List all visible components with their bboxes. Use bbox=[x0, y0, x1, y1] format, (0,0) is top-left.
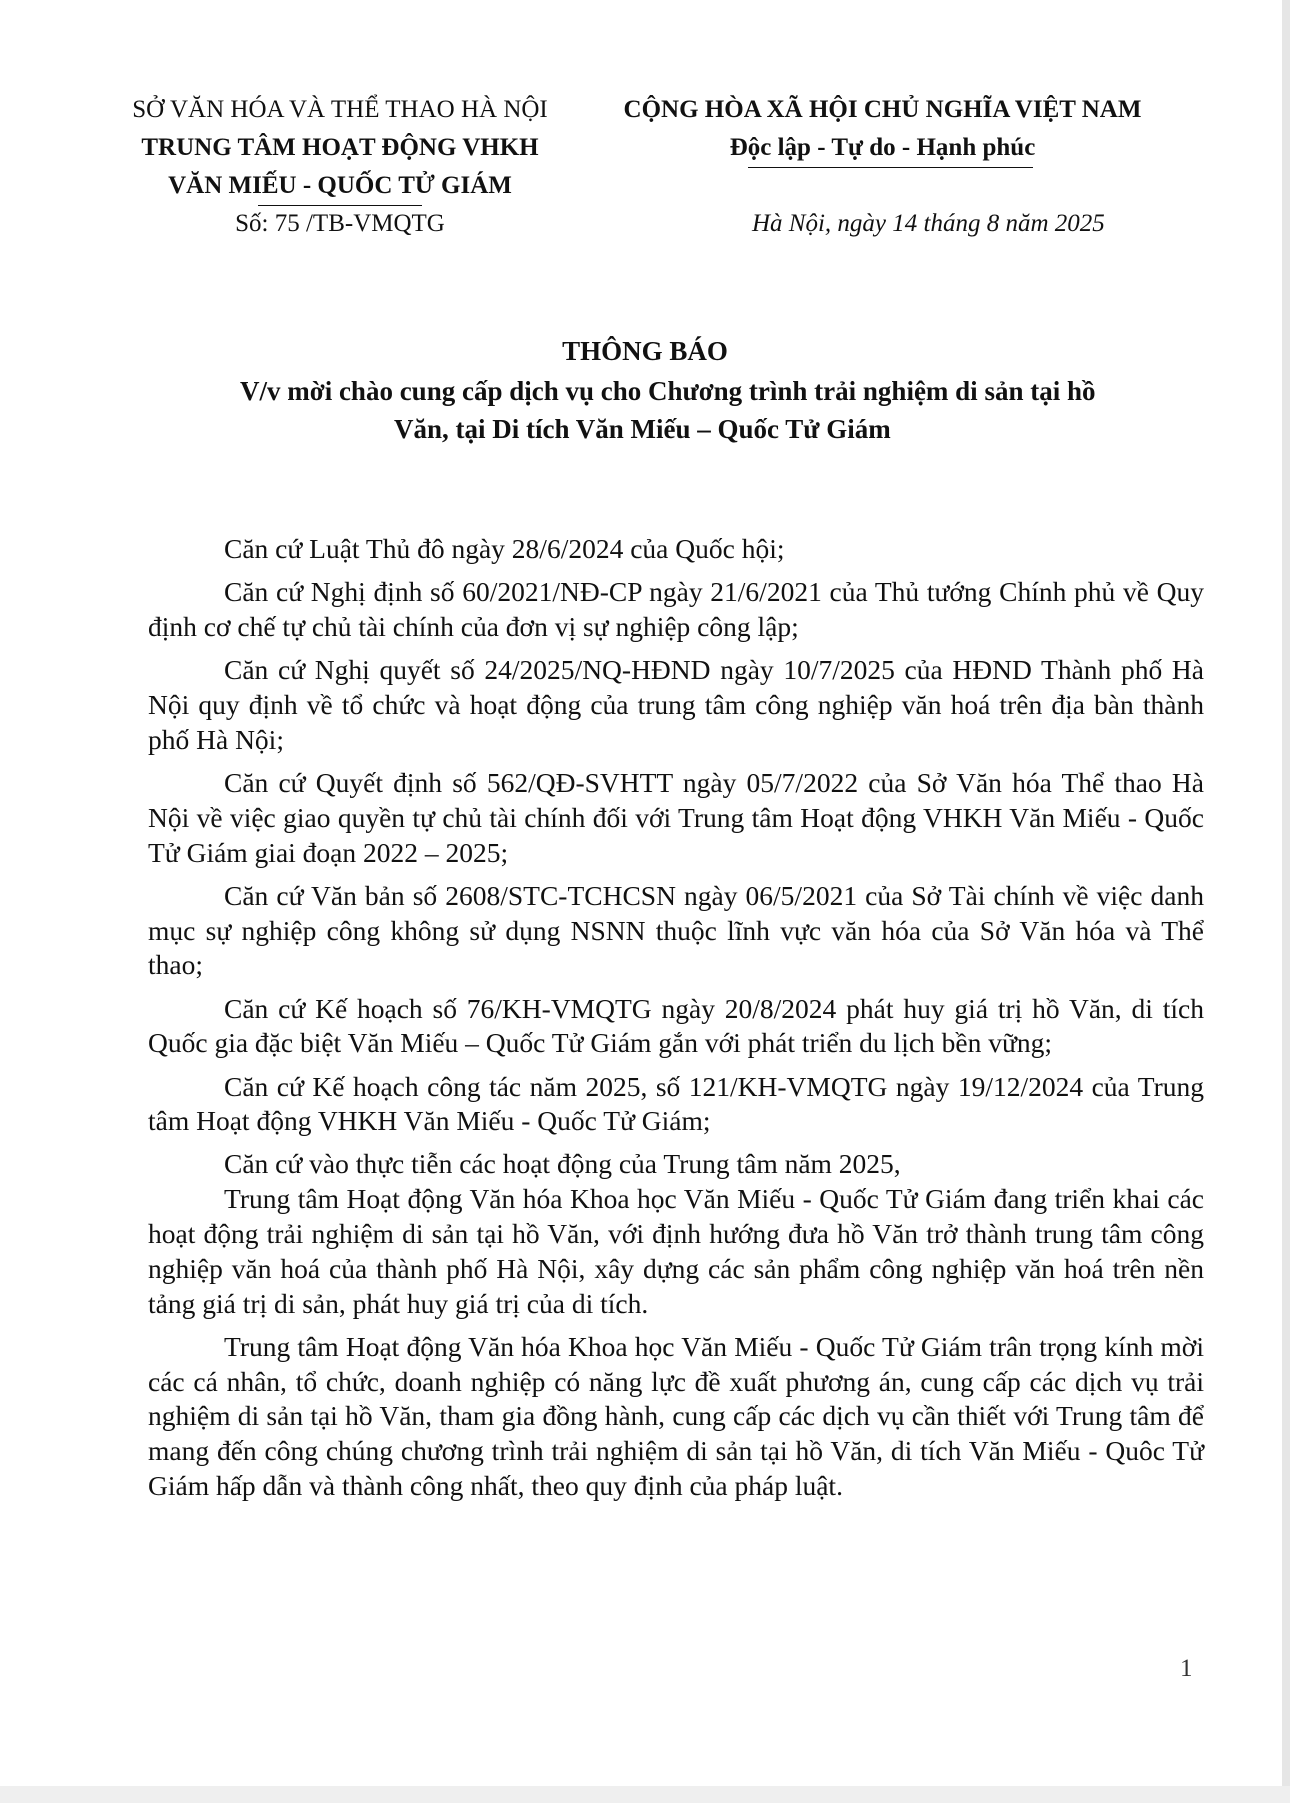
paragraph-legal-basis-8: Căn cứ vào thực tiễn các hoạt động của Trung tâm năm 2025, bbox=[224, 1148, 901, 1180]
paragraph-legal-basis-5: Căn cứ Văn bản số 2608/STC-TCHCSN ngày 06/5/2021 của Sở Tài chính về việc danh mục sự nghiệp công không sử dụng NSNN thuộc lĩnh vực văn hóa của Sở Văn hóa và Thể thao; bbox=[148, 879, 1204, 981]
paragraph-invitation: Trung tâm Hoạt động Văn hóa Khoa học Văn Miếu - Quốc Tử Giám trân trọng kính mời các cá nhân, tổ chức, doanh nghiệp có năng lực đề xuất phương án, cung cấp các dịch vụ trải nghiệm di sản tại hồ Văn, tham gia đồng hành, cung cấp các dịch vụ cần thiết với Trung tâm để mang đến công chúng chương trình trải nghiệm di sản tại hồ Văn, di tích Văn Miếu - Quôc Tử Giám hấp dẫn và thành công nhất, theo quy định của pháp luật. bbox=[148, 1330, 1204, 1502]
paragraph-legal-basis-3: Căn cứ Nghị quyết số 24/2025/NQ-HĐND ngày 10/7/2025 của HĐND Thành phố Hà Nội quy định về tổ chức và hoạt động của trung tâm công nghiệp văn hoá trên địa bàn thành phố Hà Nội; bbox=[148, 654, 1204, 755]
document-title: THÔNG BÁO bbox=[562, 336, 728, 366]
document-body bbox=[148, 532, 1204, 1512]
paragraph-legal-basis-1: Căn cứ Luật Thủ đô ngày 28/6/2024 của Quốc hội; bbox=[224, 533, 785, 564]
document-number: Số: 75 /TB-VMQTG bbox=[235, 210, 445, 237]
ministry-name: SỞ VĂN HÓA VÀ THỂ THAO HÀ NỘI bbox=[132, 96, 548, 123]
paragraph-legal-basis-4: Căn cứ Quyết định số 562/QĐ-SVHTT ngày 05/7/2022 của Sở Văn hóa Thể thao Hà Nội về việc giao quyền tự chủ tài chính đối với Trung tâm Hoạt động VHKH Văn Miếu - Quốc Tử Giám giai đoạn 2022 – 2025; bbox=[148, 766, 1204, 868]
subject-line-2: Văn, tại Di tích Văn Miếu – Quốc Tử Giám bbox=[394, 414, 891, 444]
issue-date: Hà Nội, ngày 14 tháng 8 năm 2025 bbox=[752, 210, 1105, 237]
page-number: 1 bbox=[1180, 1655, 1193, 1682]
paragraph-legal-basis-7: Căn cứ Kế hoạch công tác năm 2025, số 121/KH-VMQTG ngày 19/12/2024 của Trung tâm Hoạt động VHKH Văn Miếu - Quốc Tử Giám; bbox=[148, 1070, 1204, 1137]
motto-underline bbox=[748, 167, 1033, 168]
center-name-line2: VĂN MIẾU - QUỐC TỬ GIÁM bbox=[168, 172, 512, 199]
page-edge-shadow bbox=[1282, 0, 1290, 1803]
subject-line-1: V/v mời chào cung cấp dịch vụ cho Chương trình trải nghiệm di sản tại hồ bbox=[240, 376, 1096, 406]
paragraph-legal-basis-2: Căn cứ Nghị định số 60/2021/NĐ-CP ngày 21/6/2021 của Thủ tướng Chính phủ về Quy định cơ chế tự chủ tài chính của đơn vị sự nghiệp công lập; bbox=[148, 576, 1204, 642]
paragraph-context: Trung tâm Hoạt động Văn hóa Khoa học Văn Miếu - Quốc Tử Giám đang triển khai các hoạt động trải nghiệm di sản tại hồ Văn, với định hướng đưa hồ Văn trở thành trung tâm công nghiệp văn hoá của thành phố Hà Nội, xây dựng các sản phẩm công nghiệp văn hoá trên nền tảng giá trị di sản, phát huy giá trị của di tích. bbox=[148, 1183, 1204, 1319]
national-title: CỘNG HÒA XÃ HỘI CHỦ NGHĨA VIỆT NAM bbox=[623, 96, 1142, 123]
center-name-line1: TRUNG TÂM HOẠT ĐỘNG VHKH bbox=[141, 134, 539, 161]
page-bottom-shadow bbox=[0, 1786, 1290, 1803]
national-motto: Độc lập - Tự do - Hạnh phúc bbox=[729, 134, 1036, 161]
paragraph-legal-basis-6: Căn cứ Kế hoạch số 76/KH-VMQTG ngày 20/8/2024 phát huy giá trị hồ Văn, di tích Quốc gia đặc biệt Văn Miếu – Quốc Tử Giám gắn với phát triển du lịch bền vững; bbox=[148, 992, 1204, 1059]
